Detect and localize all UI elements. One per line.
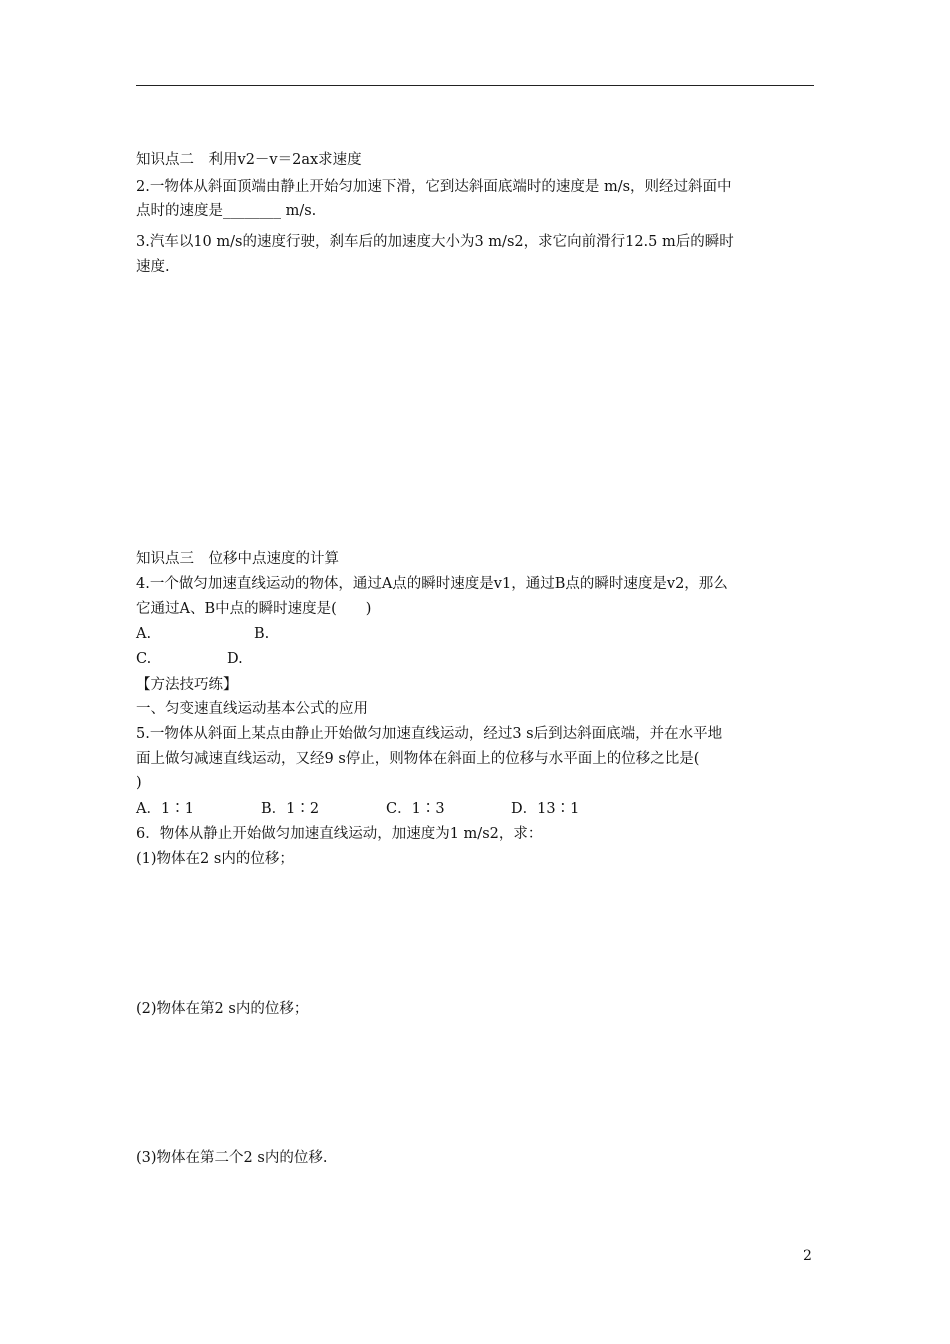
q2-line2: 点时的速度是________ m/s. <box>136 203 317 219</box>
q4-option-b: B. <box>254 626 270 642</box>
q4-option-d: D. <box>227 651 243 667</box>
header-rule <box>136 85 814 86</box>
q5-option-a: A．1∶1 <box>136 801 194 817</box>
q6-line1: 6．物体从静止开始做匀加速直线运动，加速度为1 m/s2，求： <box>136 826 543 842</box>
q5-option-d: D．13∶1 <box>511 801 580 817</box>
methods-subtitle: 一、匀变速直线运动基本公式的应用 <box>136 701 368 717</box>
q4-option-a: A. <box>136 626 152 642</box>
q5-line2: 面上做匀减速直线运动，又经9 s停止，则物体在斜面上的位移与水平面上的位移之比是( <box>136 751 700 767</box>
q5-option-b: B．1∶2 <box>261 801 320 817</box>
q4-option-c: C. <box>136 651 152 667</box>
q6-part1: (1)物体在2 s内的位移； <box>136 851 294 867</box>
q2-line1: 2.一物体从斜面顶端由静止开始匀加速下滑，它到达斜面底端时的速度是 m/s，则经过斜面中 <box>136 179 732 195</box>
q3-line2: 速度. <box>136 259 170 275</box>
section-2-title: 知识点二 利用v2－v＝2ax求速度 <box>136 152 362 168</box>
q4-line1: 4.一个做匀加速直线运动的物体，通过A点的瞬时速度是v1，通过B点的瞬时速度是v2，那么 <box>136 576 728 592</box>
q5-line1: 5.一物体从斜面上某点由静止开始做匀加速直线运动，经过3 s后到达斜面底端，并在水平地 <box>136 726 723 742</box>
section-3-title: 知识点三 位移中点速度的计算 <box>136 551 339 567</box>
methods-title: 【方法技巧练】 <box>136 677 238 693</box>
q6-part3: (3)物体在第二个2 s内的位移. <box>136 1150 328 1166</box>
page-number: 2 <box>803 1248 812 1264</box>
q3-line1: 3.汽车以10 m/s的速度行驶，刹车后的加速度大小为3 m/s2，求它向前滑行12.5 m后的瞬时 <box>136 234 734 250</box>
q5-line3: ) <box>136 775 142 791</box>
q6-part2: (2)物体在第2 s内的位移； <box>136 1001 309 1017</box>
q4-line2: 它通过A、B中点的瞬时速度是( ) <box>136 601 372 617</box>
q5-option-c: C．1∶3 <box>386 801 445 817</box>
